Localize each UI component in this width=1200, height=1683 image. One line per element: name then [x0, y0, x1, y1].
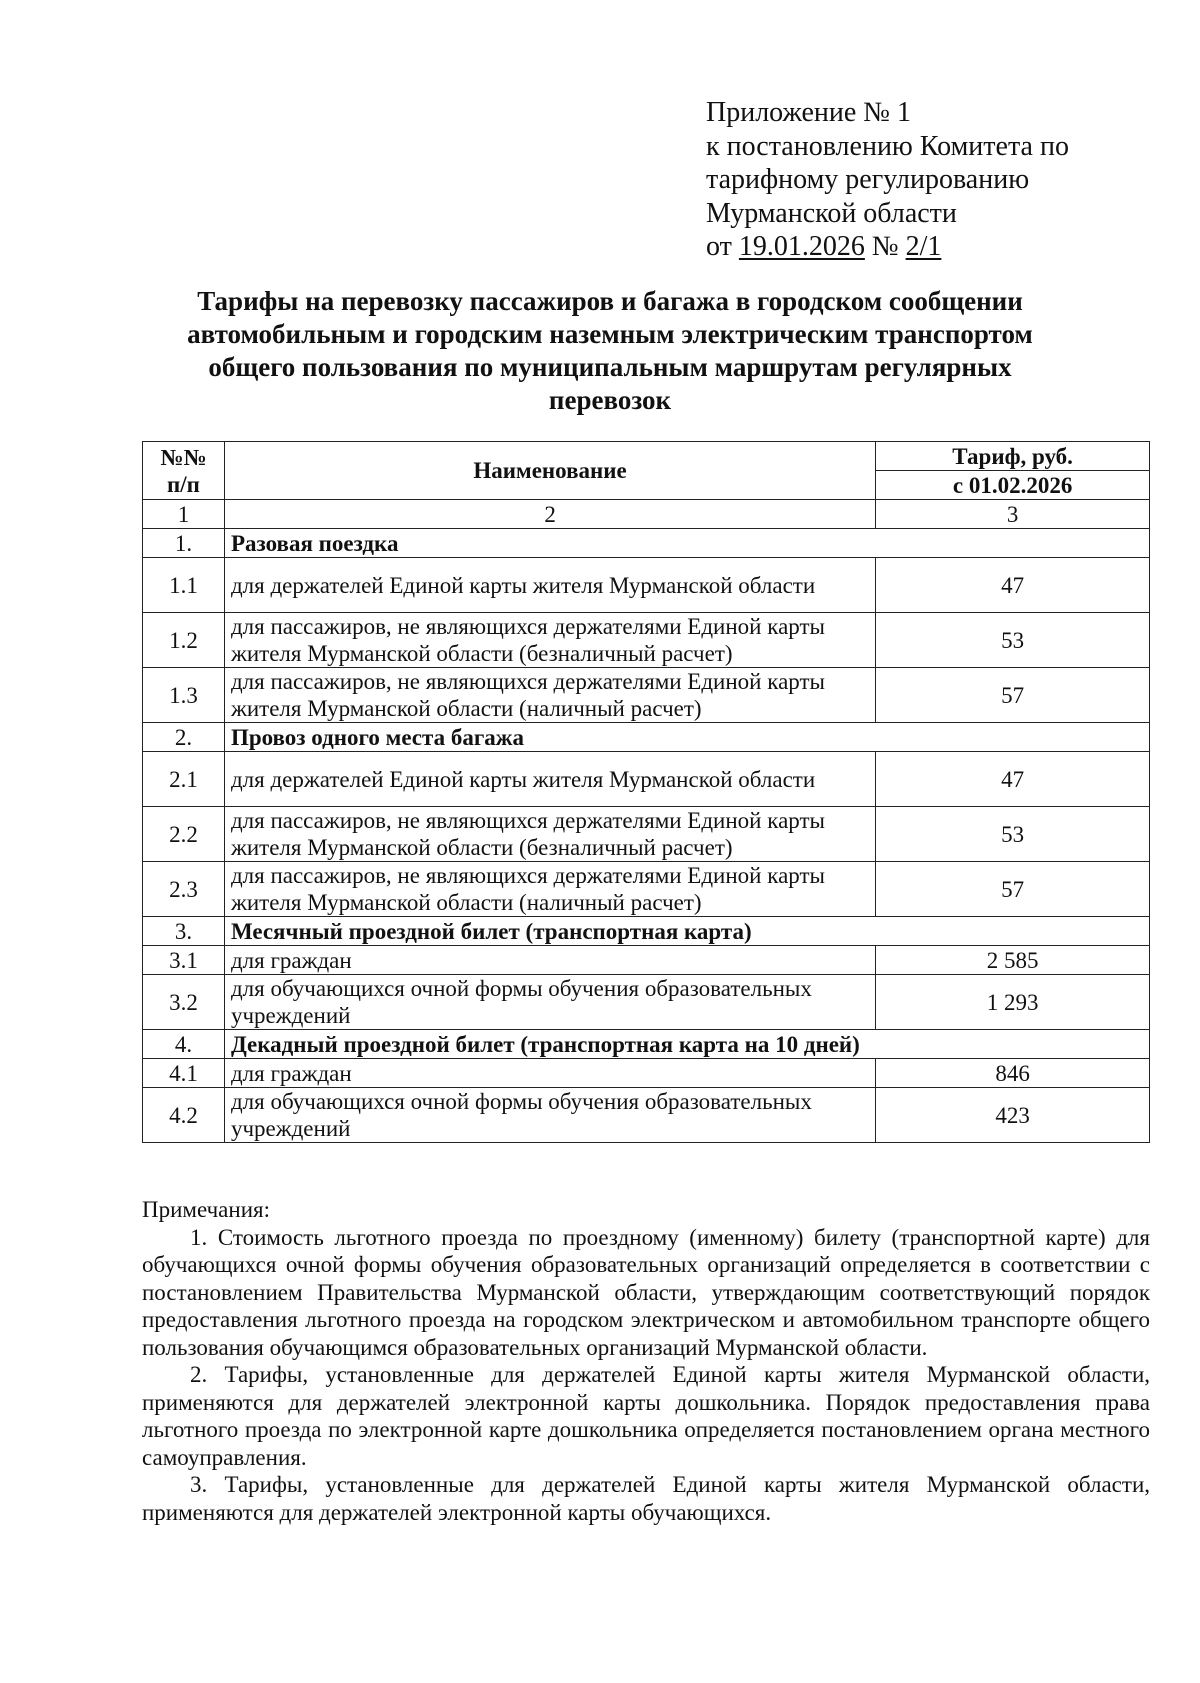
row-value: 47	[876, 558, 1150, 613]
section-row	[143, 1030, 1150, 1059]
notes-heading: Примечания:	[142, 1197, 270, 1222]
table-row	[143, 975, 1150, 1030]
row-name: для держателей Единой карты жителя Мурманской области	[224, 558, 875, 613]
table-row	[143, 807, 1150, 862]
section-row	[143, 917, 1150, 946]
row-value: 57	[876, 668, 1150, 723]
row-num: 3.1	[143, 946, 225, 975]
row-value: 47	[876, 752, 1150, 807]
row-name: для граждан	[224, 946, 875, 975]
row-num: 2.3	[143, 862, 225, 917]
row-name: для пассажиров, не являющихся держателями Единой карты жителя Мурманской области (наличный расчет)	[224, 668, 875, 723]
row-value: 2 585	[876, 946, 1150, 975]
tariff-table	[142, 441, 1150, 1143]
header-tariff: Тариф, руб.	[876, 442, 1150, 471]
note-item: 2. Тарифы, установленные для держателей Единой карты жителя Мурманской области, применяются для держателей электронной карты дошкольника. Порядок предоставления права льготного проезда по электронной карте дошкольника определяется постановлением органа местного самоуправления.	[142, 1362, 1150, 1470]
section-num: 3.	[143, 917, 225, 946]
table-row	[143, 1088, 1150, 1143]
section-row	[143, 529, 1150, 558]
table-row	[143, 668, 1150, 723]
section-row	[143, 723, 1150, 752]
table-row	[143, 862, 1150, 917]
appendix-line-date	[706, 230, 1069, 264]
table-row	[143, 946, 1150, 975]
row-num: 1.2	[143, 613, 225, 668]
row-value: 846	[876, 1059, 1150, 1088]
note-item: 3. Тарифы, установленные для держателей Единой карты жителя Мурманской области, применяются для держателей электронной карты обучающихся.	[142, 1472, 1150, 1525]
row-name: для обучающихся очной формы обучения образовательных учреждений	[224, 975, 875, 1030]
table-row	[143, 752, 1150, 807]
row-num: 1.1	[143, 558, 225, 613]
section-num: 4.	[143, 1030, 225, 1059]
row-num: 4.1	[143, 1059, 225, 1088]
section-num: 1.	[143, 529, 225, 558]
resolution-date: 19.01.2026	[738, 231, 865, 262]
date-prefix: от	[706, 231, 739, 262]
row-name: для обучающихся очной формы обучения образовательных учреждений	[224, 1088, 875, 1143]
section-title: Декадный проездной билет (транспортная карта на 10 дней)	[224, 1030, 1149, 1059]
row-value: 53	[876, 613, 1150, 668]
appendix-line-1: Приложение № 1	[706, 97, 911, 128]
row-name: для пассажиров, не являющихся держателями Единой карты жителя Мурманской области (безналичный расчет)	[224, 807, 875, 862]
row-value: 1 293	[876, 975, 1150, 1030]
column-numbers-row	[143, 500, 1150, 529]
header-name: Наименование	[224, 442, 875, 500]
section-title: Месячный проездной билет (транспортная карта)	[224, 917, 1149, 946]
number-prefix: №	[864, 231, 906, 262]
row-name: для граждан	[224, 1059, 875, 1088]
appendix-line-2: к постановлению Комитета по	[706, 130, 1069, 162]
row-num: 1.3	[143, 668, 225, 723]
col-number: 2	[224, 500, 875, 529]
row-name: для пассажиров, не являющихся держателями Единой карты жителя Мурманской области (безналичный расчет)	[224, 613, 875, 668]
row-num: 4.2	[143, 1088, 225, 1143]
section-title: Разовая поездка	[224, 529, 1149, 558]
col-number: 3	[876, 500, 1150, 529]
section-num: 2.	[143, 723, 225, 752]
row-name: для пассажиров, не являющихся держателями Единой карты жителя Мурманской области (наличный расчет)	[224, 862, 875, 917]
document-title: Тарифы на перевозку пассажиров и багажа в городском сообщении автомобильным и городским наземным электрическим транспортом общего пользования по муниципальным маршрутам регулярных перевозок	[187, 286, 1033, 415]
row-name: для держателей Единой карты жителя Мурманской области	[224, 752, 875, 807]
note-item: 1. Стоимость льготного проезда по проездному (именному) билету (транспортной карте) для обучающихся очной формы обучения образовательных организаций определяется в соответствии с постановлением Правительства Мурманской области, утверждающим соответствующий порядок предоставления льготного проезда на городском электрическом и автомобильном транспорте общего пользования обучающимся образовательных организаций Мурманской области.	[142, 1224, 1150, 1360]
table-row	[143, 558, 1150, 613]
table-row	[143, 1059, 1150, 1088]
row-value: 57	[876, 862, 1150, 917]
row-value: 423	[876, 1088, 1150, 1143]
col-number: 1	[143, 500, 225, 529]
notes-block	[142, 1196, 1150, 1526]
appendix-line-3: тарифному регулированию	[706, 164, 1030, 195]
resolution-number: 2/1	[905, 231, 942, 262]
header-num: №№ п/п	[143, 442, 225, 500]
row-value: 53	[876, 807, 1150, 862]
row-num: 2.2	[143, 807, 225, 862]
table-header-row	[143, 442, 1150, 471]
row-num: 2.1	[143, 752, 225, 807]
appendix-line-4: Мурманской области	[706, 197, 957, 229]
table-row	[143, 613, 1150, 668]
row-num: 3.2	[143, 975, 225, 1030]
header-tariff-date: с 01.02.2026	[876, 471, 1150, 500]
appendix-block	[706, 96, 1069, 264]
section-title: Провоз одного места багажа	[224, 723, 1149, 752]
